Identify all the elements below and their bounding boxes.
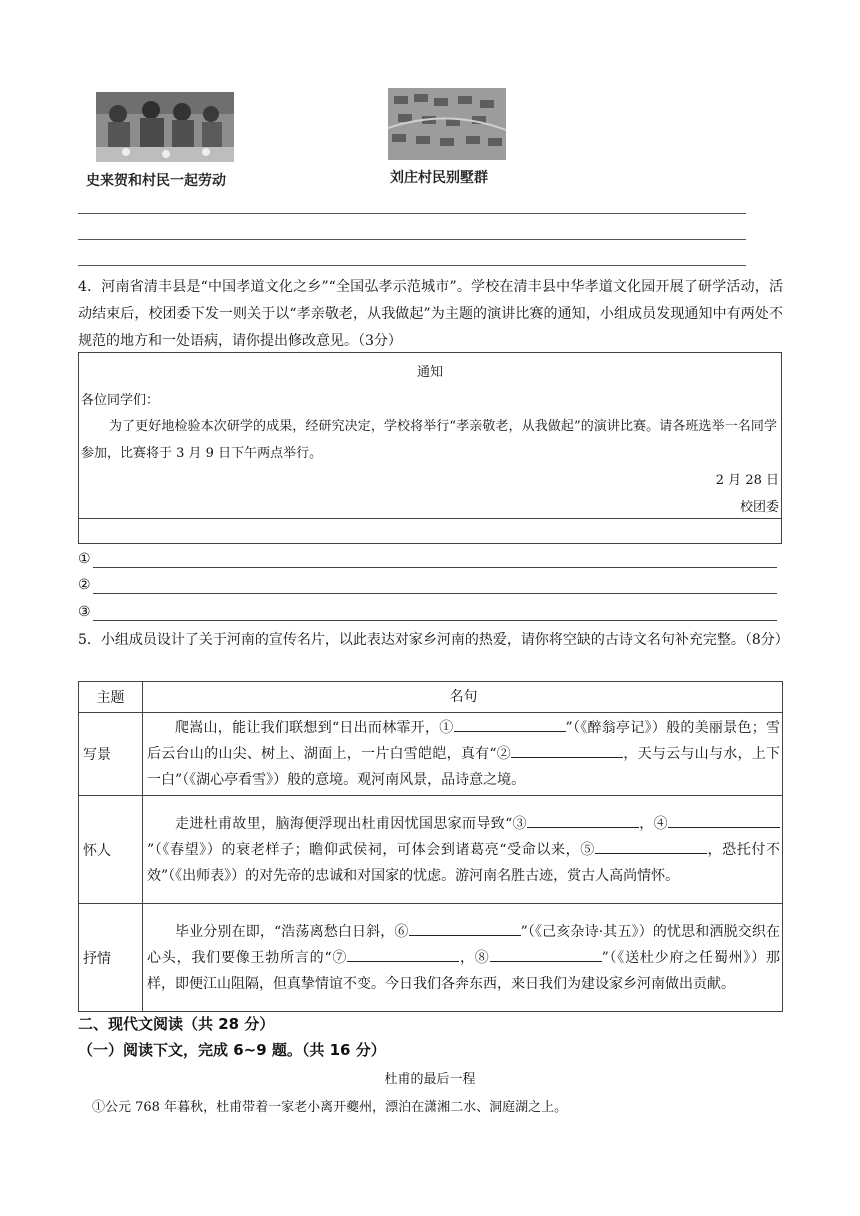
blank-2[interactable] (511, 742, 623, 758)
article-title: 杜甫的最后一程 (384, 1072, 476, 1087)
article-paragraph-1: ①公元 768 年暮秋，杜甫带着一家老小离开夔州，漂泊在潇湘二水、洞庭湖之上。 (92, 1100, 568, 1115)
answer-3-line (93, 620, 777, 621)
table-row (79, 796, 783, 904)
villas-photo-image (388, 88, 506, 160)
right-photo-caption: 刘庄村民别墅群 (390, 170, 488, 186)
table-row (79, 713, 783, 796)
poem-table (78, 681, 783, 1012)
answer-1-line (93, 567, 777, 568)
row-theme-people: 怀人 (79, 796, 143, 904)
notice-title: 通知 (416, 365, 443, 380)
notice-divider (79, 518, 781, 519)
notice-date: 2 月 28 日 (715, 473, 779, 488)
row-content-people: 走进杜甫故里，脑海便浮现出杜甫因忧国思家而导致“③ ，④”（《春望》）的衰老样子；瞻仰武侯祠，可体会到诸葛亮“受命以来，⑤ ，恐托付不效”（《出师表》）的对先帝的忠诚和对国家的忧虑。游河南名胜古迹，赏古人高尚情怀。 (143, 796, 783, 904)
answer-line (78, 239, 746, 240)
section-2-heading: 二、现代文阅读（共 28 分） (78, 1015, 275, 1033)
row-theme-emotion: 抒情 (79, 904, 143, 1012)
answer-line (78, 265, 746, 266)
notice-greeting: 各位同学们： (81, 393, 160, 408)
header-theme: 主题 (79, 682, 143, 713)
blank-3[interactable] (527, 812, 639, 828)
notice-signature: 校团委 (739, 500, 779, 515)
table-header-row (79, 682, 783, 713)
left-photo-caption: 史来贺和村民一起劳动 (86, 173, 226, 189)
blank-5[interactable] (595, 838, 707, 854)
header-lines: 名句 (143, 682, 783, 713)
answer-3-marker: ③ (78, 604, 91, 620)
question-4-text: 4．河南省清丰县是“中国孝道文化之乡”“全国弘孝示范城市”。学校在清丰县中华孝道文化园开展了研学活动，活动结束后，校团委下发一则关于以“孝亲敬老，从我做起”为主题的演讲比赛的通知，小组成员发现通知中有两处不规范的地方和一处语病，请你提出修改意见。（3分） (78, 279, 783, 349)
blank-6[interactable] (409, 920, 521, 936)
answer-line (78, 213, 746, 214)
blank-8[interactable] (490, 946, 602, 962)
notice-box (78, 352, 782, 544)
row-content-emotion: 毕业分别在即，“浩荡离愁白日斜，⑥ ”（《己亥杂诗·其五》）的忧思和洒脱交织在心头，我们要像王勃所言的“⑦ ，⑧ ”（《送杜少府之任蜀州》）那样，即便江山阻隔，但真挚情谊不变。今日我们各奔东西，来日我们为建设家乡河南做出贡献。 (143, 904, 783, 1012)
answer-2-marker: ② (78, 577, 91, 593)
table-row (79, 904, 783, 1012)
notice-body: 为了更好地检验本次研学的成果，经研究决定，学校将举行“孝亲敬老，从我做起”的演讲比赛。请各班选举一名同学参加，比赛将于 3 月 9 日下午两点举行。 (81, 419, 777, 461)
section-2-subheading: （一）阅读下文，完成 6~9 题。（共 16 分） (78, 1041, 386, 1059)
answer-2-line (93, 593, 777, 594)
question-5-text: 5．小组成员设计了关于河南的宣传名片，以此表达对家乡河南的热爱，请你将空缺的古诗文名句补充完整。（8分） (78, 632, 789, 648)
row-content-scenery: 爬嵩山，能让我们联想到“日出而林霏开，① ”（《醉翁亭记》）般的美丽景色；雪后云台山的山尖、树上、湖面上，一片白雪皑皑，真有“② ，天与云与山与水，上下一白”（《湖心亭看雪》）般的意境。观河南风景，品诗意之境。 (143, 713, 783, 796)
blank-4[interactable] (668, 812, 780, 828)
photo-villagers-working (96, 92, 234, 162)
blank-1[interactable] (454, 716, 566, 732)
row-theme-scenery: 写景 (79, 713, 143, 796)
answer-1-marker: ① (78, 551, 91, 567)
blank-7[interactable] (347, 946, 459, 962)
villagers-photo-image (96, 92, 234, 162)
photo-village-villas (388, 88, 506, 160)
